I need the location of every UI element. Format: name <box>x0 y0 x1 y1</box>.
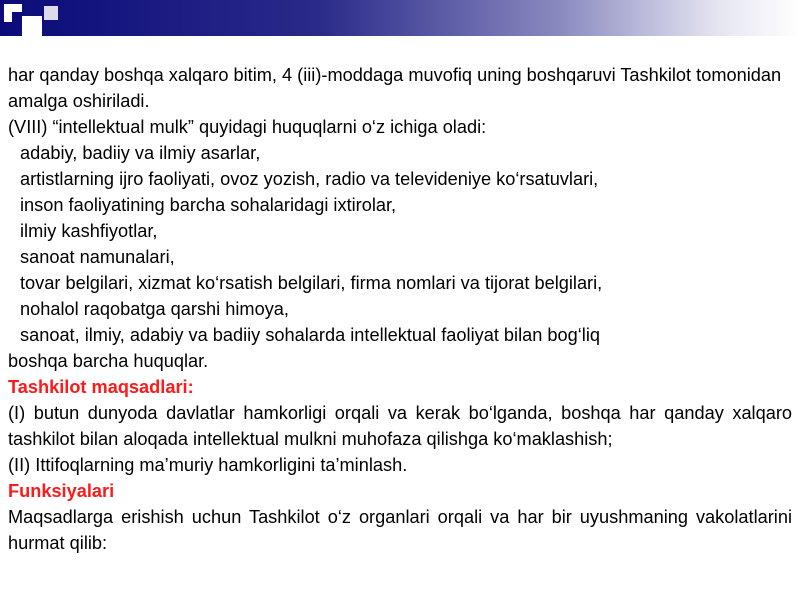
slide-body <box>8 62 792 556</box>
decor-square-icon <box>28 30 42 44</box>
ip-list-item: sanoat, ilmiy, adabiy va badiiy sohalarda intellektual faoliyat bilan bog‘liq <box>20 325 600 345</box>
ip-list-item: sanoat namunalari, <box>20 247 175 267</box>
intro-paragraph: har qanday boshqa xalqaro bitim, 4 (iii)-moddaga muvofiq uning boshqaruvi Tashkilot tomonidan amalga oshiriladi. <box>8 65 782 111</box>
slide-header-bar <box>0 0 800 36</box>
ip-list-item: tovar belgilari, xizmat ko‘rsatish belgilari, firma nomlari va tijorat belgilari, <box>20 273 603 293</box>
functions-paragraph: Maqsadlarga erishish uchun Tashkilot o‘z organlari orqali va har bir uyushmaning vakolatlarini hurmat qilib: <box>8 507 792 553</box>
goal-1-paragraph: (I) butun dunyoda davlatlar hamkorligi orqali va kerak bo‘lganda, boshqa har qanday xalqaro tashkilot bilan aloqada intellektual mulkni muhofaza qilishga ko‘maklashish; <box>8 403 792 449</box>
ip-list-item: nohalol raqobatga qarshi himoya, <box>20 299 289 319</box>
decor-square-icon <box>44 6 58 20</box>
ip-list-item-continuation: boshqa barcha huquqlar. <box>8 351 209 371</box>
ip-list-item: artistlarning ijro faoliyati, ovoz yozish, radio va televideniye ko‘rsatuvlari, <box>20 169 599 189</box>
goals-heading: Tashkilot maqsadlari: <box>8 377 194 397</box>
viii-heading: (VIII) “intellektual mulk” quyidagi huquqlarni o‘z ichiga oladi: <box>8 117 487 137</box>
ip-list-item: inson faoliyatining barcha sohalaridagi ixtirolar, <box>20 195 397 215</box>
decor-square-icon <box>12 12 22 22</box>
ip-list-item: ilmiy kashfiyotlar, <box>20 221 158 241</box>
ip-list-item: adabiy, badiiy va ilmiy asarlar, <box>20 143 261 163</box>
functions-heading: Funksiyalari <box>8 481 115 501</box>
goal-2-paragraph: (II) Ittifoqlarning ma’muriy hamkorligini ta’minlash. <box>8 455 408 475</box>
